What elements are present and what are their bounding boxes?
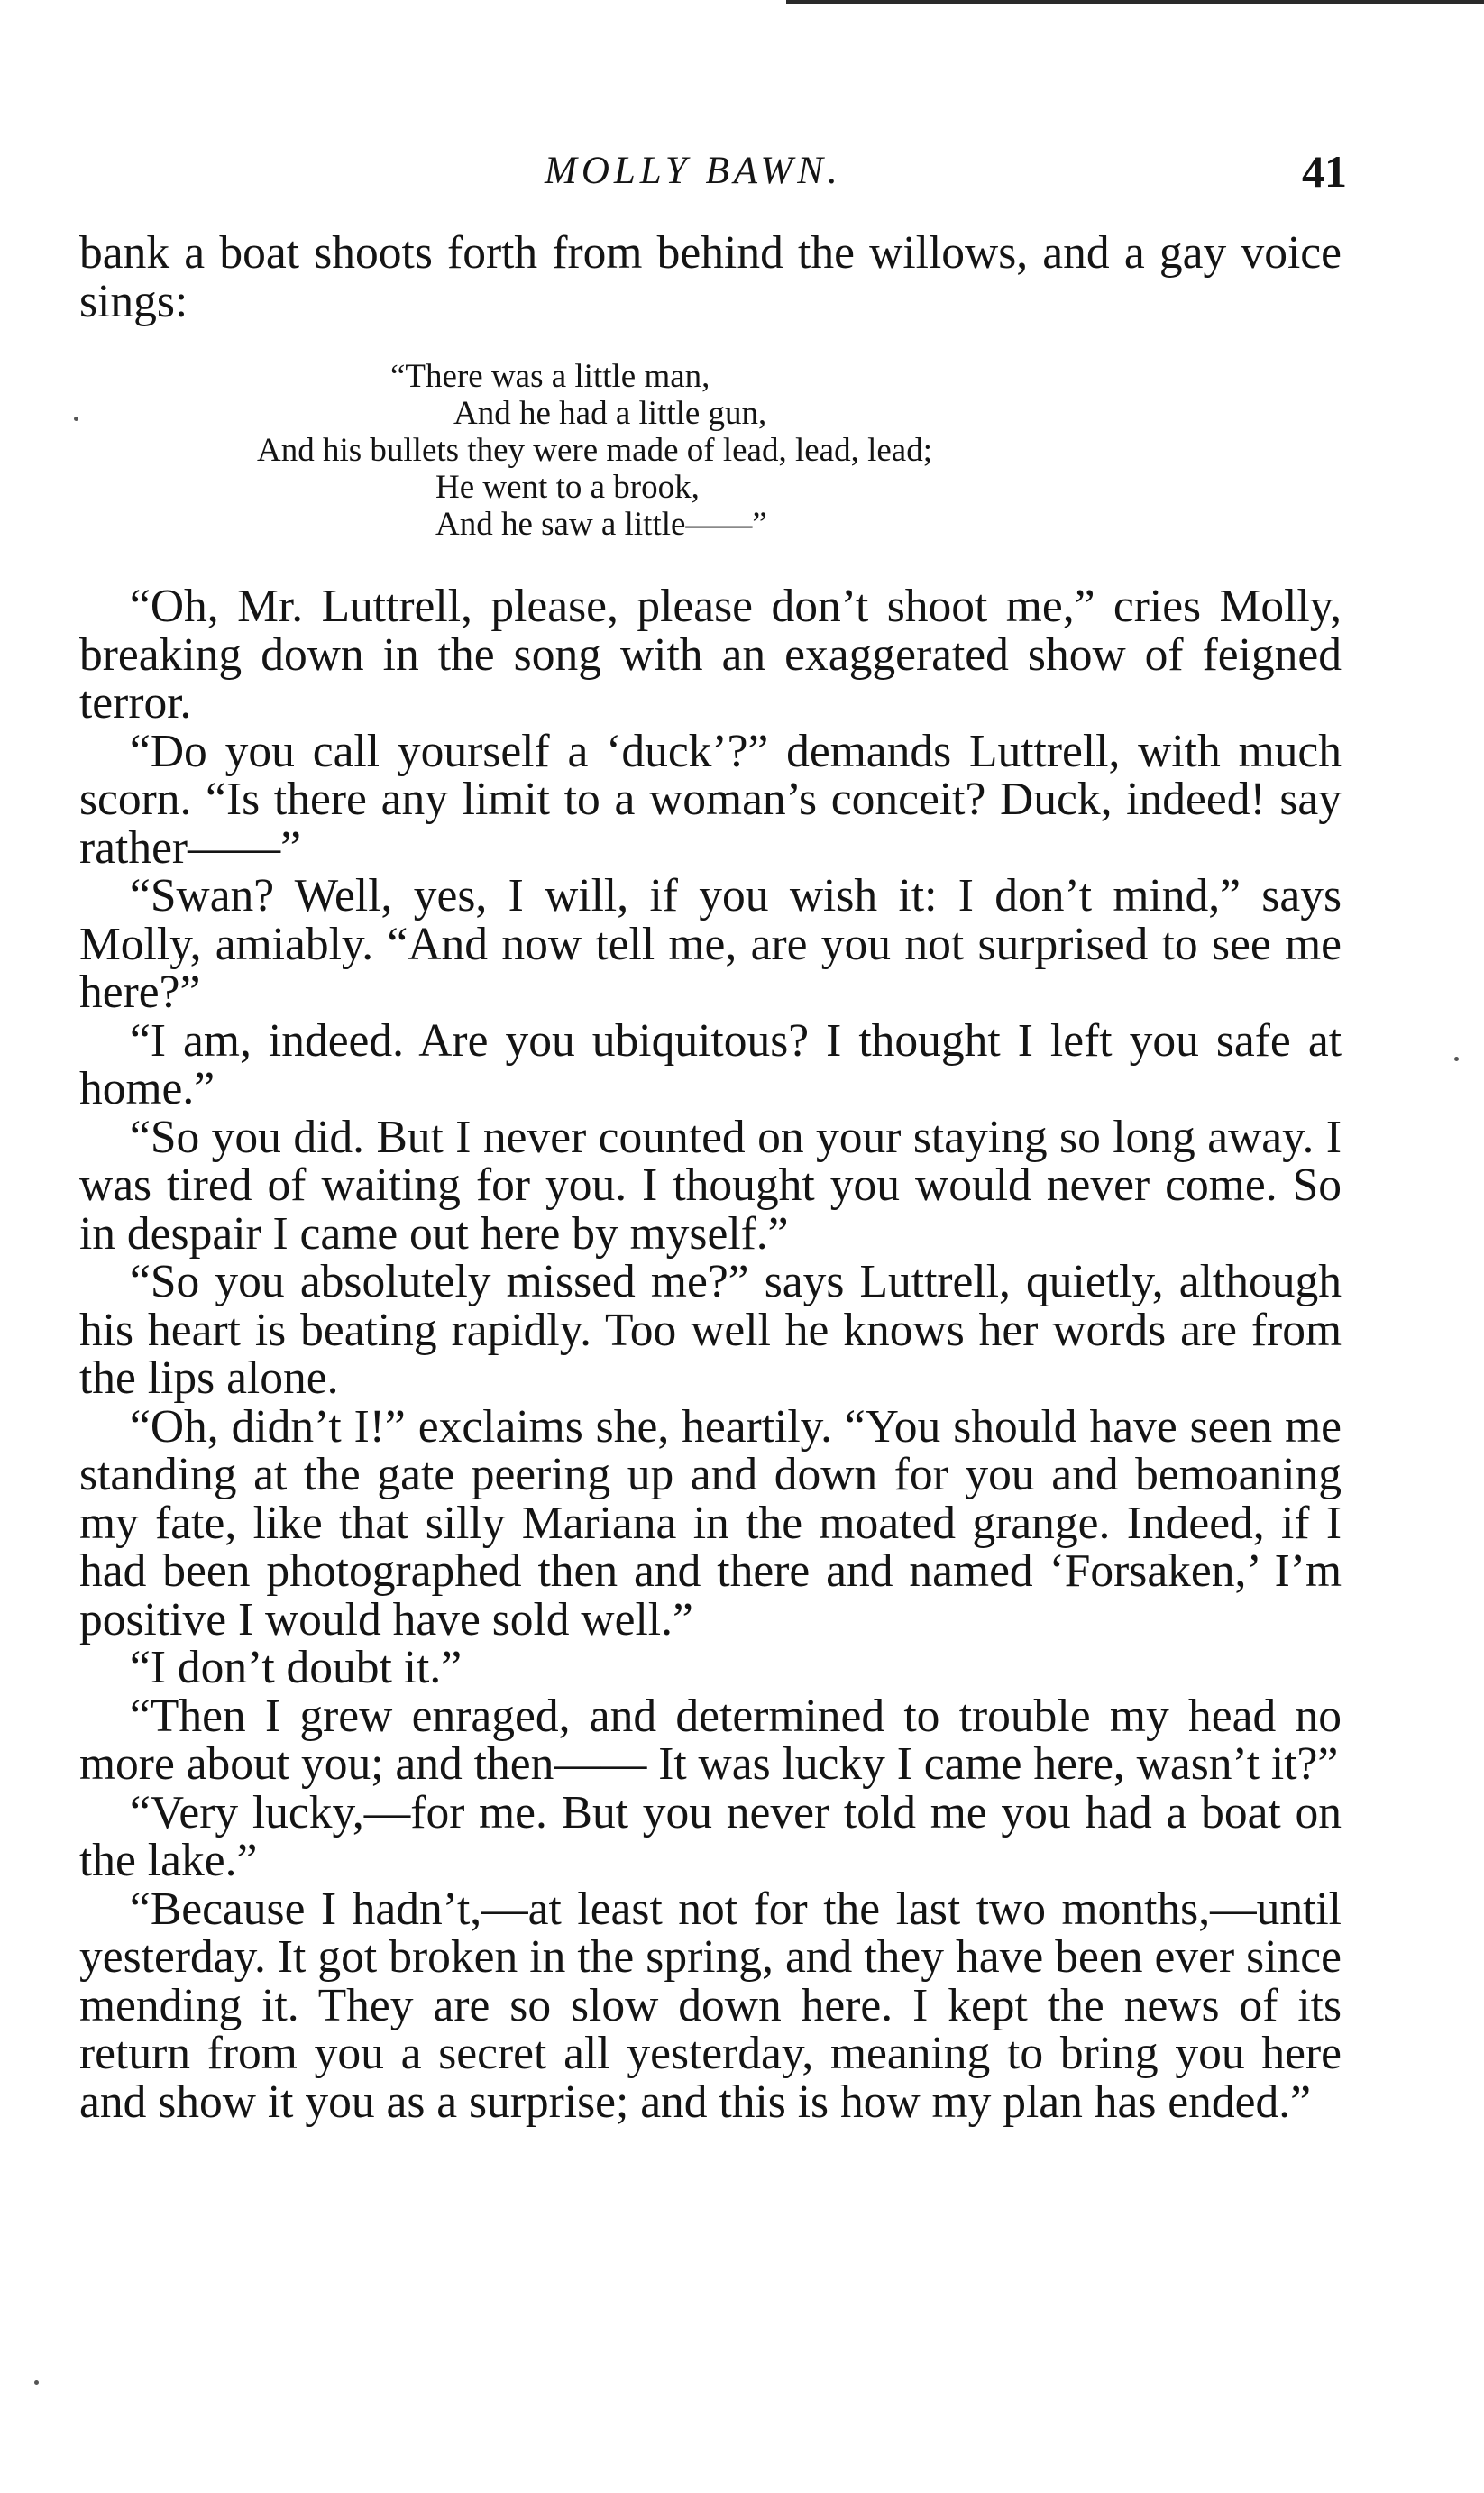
intro-paragraph: bank a boat shoots forth from behind the willows, and a gay voice sings: bbox=[79, 227, 1342, 327]
verse-block bbox=[79, 358, 1342, 543]
body-text bbox=[79, 229, 1342, 2126]
verse-line: He went to a brook, bbox=[435, 469, 700, 506]
dialogue-paragraph: “So you did. But I never counted on your staying so long away. I was tired of waiting for you. I thought you would never come. So in despair I came out here by myself.” bbox=[79, 1111, 1342, 1260]
verse-line: And he saw a little——” bbox=[435, 506, 767, 543]
dialogue-paragraph: “I am, indeed. Are you ubiquitous? I thought I left you safe at home.” bbox=[79, 1014, 1342, 1114]
dialogue-paragraph: “Then I grew enraged, and determined to trouble my head no more about you; and then—— It was lucky I came here, wasn’t it?” bbox=[79, 1690, 1342, 1790]
print-speck bbox=[1454, 1057, 1459, 1061]
dialogue-paragraph: “Very lucky,—for me. But you never told me you had a boat on the lake.” bbox=[79, 1786, 1342, 1886]
dialogue-paragraph: “I don’t doubt it.” bbox=[130, 1642, 463, 1693]
dialogue-paragraph: “Do you call yourself a ‘duck’?” demands Luttrell, with much scorn. “Is there any limit to a woman’s conceit? Duck, indeed! say rather——” bbox=[79, 725, 1342, 874]
running-head bbox=[0, 144, 1484, 198]
verse-line: “There was a little man, bbox=[390, 358, 710, 395]
page-number: 41 bbox=[1302, 146, 1347, 197]
running-title: MOLLY BAWN. bbox=[545, 150, 842, 192]
dialogue-paragraph: “Oh, Mr. Luttrell, please, please don’t shoot me,” cries Molly, breaking down in the song with an exaggerated show of feigned terror. bbox=[79, 581, 1342, 729]
dialogue-paragraph: “Swan? Well, yes, I will, if you wish it: I don’t mind,” says Molly, amiably. “And now tell me, are you not surprised to see me here?” bbox=[79, 870, 1342, 1018]
dialogue-paragraph: “Oh, didn’t I!” exclaims she, heartily. “You should have seen me standing at the gate peering up and down for you and bemoaning my fate, like that silly Mariana in the moated grange. Indeed, if I had been photographed then and there and named ‘Forsaken,’ I’m positive I would have sold well.” bbox=[79, 1400, 1342, 1645]
dialogue-paragraph: “Because I hadn’t,—at least not for the last two months,—until yesterday. It got broken in the spring, and they have been ever since mending it. They are so slow down here. I kept the news of its return from you a secret all yesterday, meaning to bring you here and show it you as a surprise; and this is how my plan has ended.” bbox=[79, 1883, 1342, 2128]
dialogue-paragraph: “So you absolutely missed me?” says Luttrell, quietly, although his heart is beating rapidly. Too well he knows her words are from the lips alone. bbox=[79, 1256, 1342, 1404]
verse-line: And his bullets they were made of lead, lead, lead; bbox=[257, 432, 932, 469]
verse-line: And he had a little gun, bbox=[453, 395, 767, 432]
top-border-rule bbox=[786, 0, 1484, 4]
print-speck bbox=[74, 417, 78, 421]
print-speck bbox=[34, 2380, 39, 2385]
